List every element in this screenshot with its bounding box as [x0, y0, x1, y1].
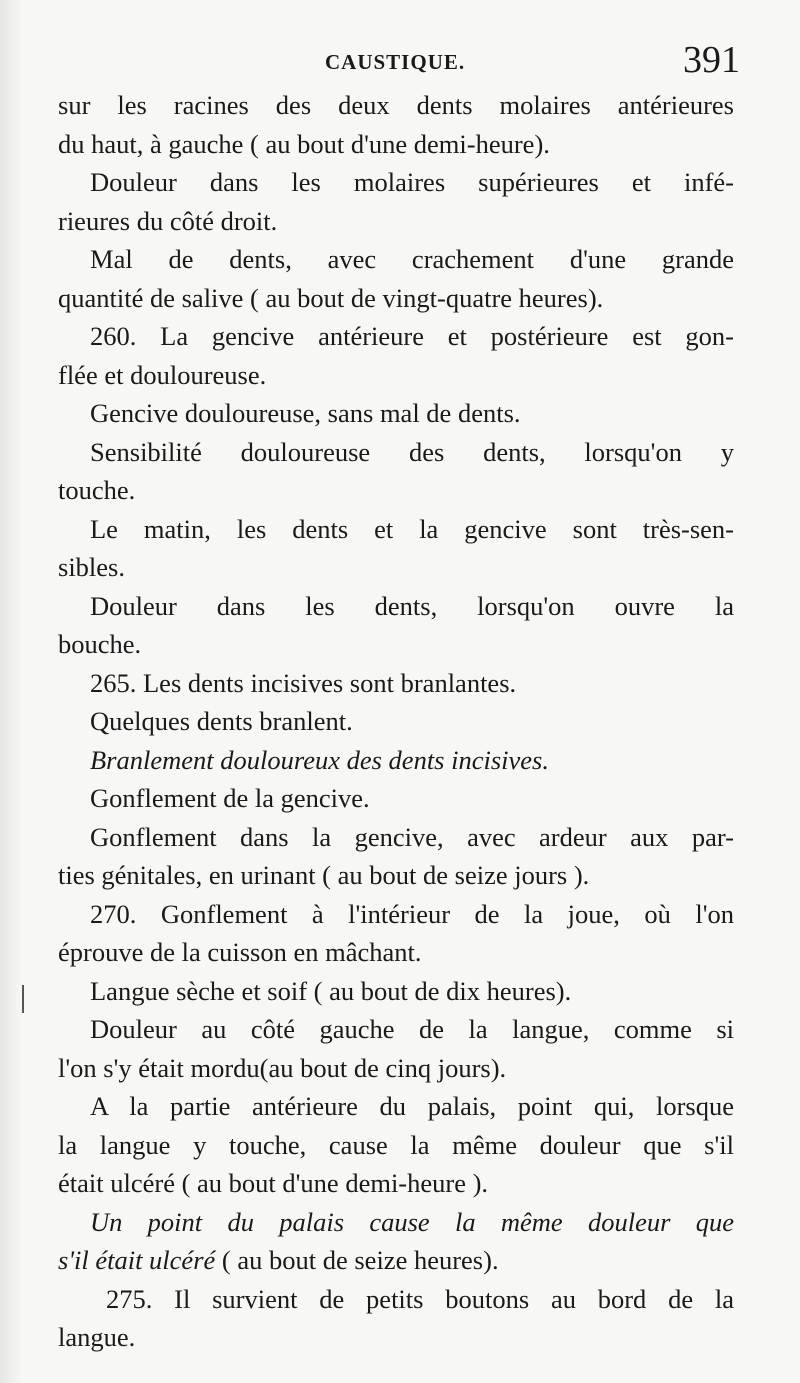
text-line: flée et douloureuse. [58, 359, 267, 390]
text-line: 275. Il survient de petits boutons au bord de la [106, 1283, 734, 1314]
page-number: 391 [683, 39, 740, 81]
text-line: 270. Gonflement à l'intérieur de la joue, où l'on [90, 898, 734, 929]
text-line: Gonflement de la gencive. [90, 783, 370, 813]
text-line: était ulcéré ( au bout d'une demi-heure ). [58, 1168, 489, 1198]
text-line: Douleur dans les molaires supérieures et infé- [90, 167, 734, 197]
text-line: rieures du côté droit. [58, 205, 278, 236]
text-line: Gencive douloureuse, sans mal de dents. [90, 398, 521, 428]
margin-mark [22, 985, 24, 1013]
running-head: CAUSTIQUE. [325, 50, 466, 74]
text-line: la langue y touche, cause la même douleur que s'il [58, 1129, 734, 1160]
text-line: Douleur au côté gauche de la langue, comme si [90, 1014, 734, 1044]
text-line: langue. [58, 1322, 136, 1352]
text-line: du haut, à gauche ( au bout d'une demi-heure). [58, 128, 550, 159]
text-line: Douleur dans les dents, lorsqu'on ouvre la [90, 590, 734, 621]
text-line: quantité de salive ( au bout de vingt-quatre heures). [58, 282, 604, 313]
text-line: bouche. [58, 629, 142, 659]
text-line: l'on s'y était mordu(au bout de cinq jours). [58, 1052, 507, 1083]
text-line: sibles. [58, 552, 125, 582]
text-line: Sensibilité douloureuse des dents, lorsqu'on y [90, 436, 734, 467]
text-line: Gonflement dans la gencive, avec ardeur aux par- [90, 821, 734, 852]
text-line: Branlement douloureux des dents incisives. [90, 744, 549, 775]
text-line: éprouve de la cuisson en mâchant. [58, 937, 422, 967]
text-line: Quelques dents branlent. [90, 706, 353, 736]
text-line: Le matin, les dents et la gencive sont très-sen- [90, 513, 734, 544]
page-gutter-shadow [0, 0, 22, 1383]
text-line: touche. [58, 475, 136, 505]
italic-span: s'il était ulcéré [58, 1245, 216, 1275]
text-line: Un point du palais cause la même douleur que [90, 1206, 734, 1237]
text-line: sur les racines des deux dents molaires antérieures [58, 90, 734, 120]
text-line: A la partie antérieure du palais, point qui, lorsque [90, 1091, 734, 1121]
body-text [58, 86, 734, 1357]
text-line: Langue sèche et soif ( au bout de dix heures). [90, 975, 572, 1006]
roman-span: ( au bout de seize heures). [215, 1245, 499, 1275]
page-header [60, 38, 740, 88]
text-line: 260. La gencive antérieure et postérieure est gon- [90, 321, 734, 351]
text-line: 265. Les dents incisives sont branlantes. [90, 667, 517, 698]
text-line: ties génitales, en urinant ( au bout de seize jours ). [58, 860, 590, 890]
text-line: Mal de dents, avec crachement d'une grande [90, 244, 734, 274]
text-line [58, 1241, 734, 1280]
